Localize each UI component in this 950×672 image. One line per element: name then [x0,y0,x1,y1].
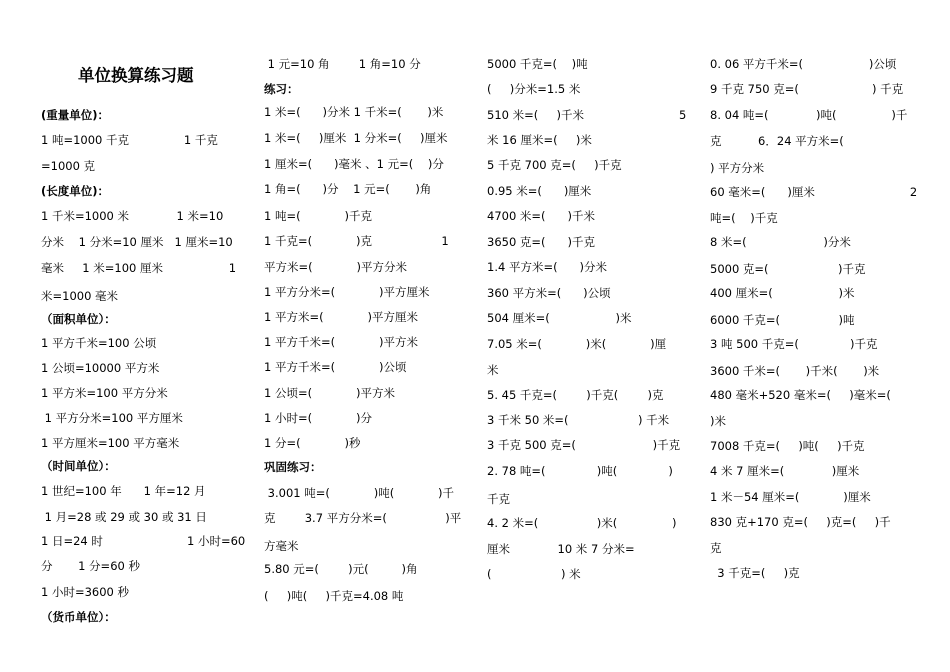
text-line: 8. 04 吨=( )吨( )千 [710,108,908,122]
text-line: 3600 千米=( )千米( )米 [710,364,880,378]
text-line: 米=1000 毫米 [41,289,119,303]
text-line: 1 小时=3600 秒 [41,585,130,599]
text-line: 1 平方厘米=100 平方毫米 [41,436,180,450]
text-line: ( )分米=1.5 米 [487,82,581,96]
text-line: 1 米－54 厘米=( )厘米 [710,490,871,504]
text-line: 1 吨=( )千克 [264,209,372,223]
text-line: 3 千米 50 米=( ) 千米 [487,413,670,427]
text-line: =1000 克 [41,159,96,173]
text-line: 1 厘米=( )毫米 、1 元=( )分 [264,157,444,171]
text-line: 60 毫米=( )厘米 2 [710,185,918,199]
text-line: 1 平方千米=100 公顷 [41,336,157,350]
text-line: 5000 千克=( )吨 [487,57,588,71]
text-line: 3650 克=( )千克 [487,235,595,249]
text-line: 5. 45 千克=( )千克( )克 [487,388,664,402]
text-line: 1 吨=1000 千克 1 千克 [41,133,218,147]
text-line: 4700 米=( )千米 [487,209,595,223]
text-line: 6000 千克=( )吨 [710,313,855,327]
text-line: 分 1 分=60 秒 [41,559,140,573]
text-line: 克 [710,541,722,555]
text-line: 米 16 厘米=( )米 [487,133,592,147]
text-line: 7008 千克=( )吨( )千克 [710,439,865,453]
text-line: 1 米=( )分米 1 千米=( )米 [264,105,444,119]
text-line: 5.80 元=( )元( )角 [264,562,418,576]
text-line: 1 千米=1000 米 1 米=10 [41,209,224,223]
text-line: 3.001 吨=( )吨( )千 [264,486,455,500]
text-line: 8 米=( )分米 [710,235,851,249]
text-line: 7.05 米=( )米( )厘 [487,337,667,351]
section-heading: (重量单位)： [41,108,110,122]
text-line: 0. 06 平方千米=( )公顷 [710,57,897,71]
text-line: 1 日=24 时 1 小时=60 [41,534,246,548]
text-line: 4 米 7 厘米=( )厘米 [710,464,860,478]
text-line: 830 克+170 克=( )克=( )千 [710,515,891,529]
text-line: 毫米 1 米=100 厘米 1 [41,261,237,275]
text-line: 480 毫米+520 毫米=( )毫米=( [710,388,891,402]
text-line: 1 小时=( )分 [264,411,372,425]
text-line: 1 平方千米=( )公顷 [264,360,407,374]
text-line: 1 世纪=100 年 1 年=12 月 [41,484,206,498]
text-line: 0.95 米=( )厘米 [487,184,592,198]
text-line: 2. 78 吨=( )吨( ) [487,464,673,478]
text-line: 1 月=28 或 29 或 30 或 31 日 [41,510,207,524]
text-line: 504 厘米=( )米 [487,311,632,325]
text-line: 米 [487,363,499,377]
text-line: 1 平方千米=( )平方米 [264,335,418,349]
text-line: 千克 [487,492,510,506]
page-title: 单位换算练习题 [78,66,194,85]
text-line: 克 6．24 平方米=( [710,134,844,148]
section-heading: （时间单位）： [41,459,116,473]
text-line: 510 米=( )千米 5 [487,108,687,122]
text-line: ( )吨( )千克=4.08 吨 [264,589,404,603]
section-heading: （面积单位）： [41,312,116,326]
text-line: 平方米=( )平方分米 [264,260,407,274]
section-heading: 巩固练习： [264,460,322,474]
text-line: 1 平方分米=( )平方厘米 [264,285,430,299]
text-line: 4. 2 米=( )米( ) [487,516,677,530]
text-line: 1 公顷=( )平方米 [264,386,395,400]
section-heading: 练习： [264,82,299,96]
text-line: 400 厘米=( )米 [710,286,855,300]
text-line: ( ) 米 [487,567,581,581]
text-line: 克 3.7 平方分米=( )平 [264,511,462,525]
text-line: 1 米=( )厘米 1 分米=( )厘米 [264,131,448,145]
text-line: 分米 1 分米=10 厘米 1 厘米=10 [41,235,233,249]
text-line: 1.4 平方米=( )分米 [487,260,607,274]
text-line: 1 平方米=100 平方分米 [41,386,168,400]
text-line: ) 平方分米 [710,161,765,175]
text-line: 1 千克=( )克 1 [264,234,449,248]
text-line: 9 千克 750 克=( ) 千克 [710,82,904,96]
text-line: 1 分=( )秒 [264,436,361,450]
text-line: 1 平方分米=100 平方厘米 [41,411,183,425]
text-line: 5 千克 700 克=( )千克 [487,158,622,172]
text-line: 3 千克=( )克 [710,566,800,580]
text-line: 1 角=( )分 1 元=( )角 [264,182,432,196]
section-heading: （货币单位）： [41,610,116,624]
text-line: )米 [710,414,726,428]
text-line: 吨=( )千克 [710,211,778,225]
text-line: 1 元=10 角 1 角=10 分 [264,57,421,71]
text-line: 厘米 10 米 7 分米= [487,542,635,556]
text-line: 1 公顷=10000 平方米 [41,361,160,375]
text-line: 1 平方米=( )平方厘米 [264,310,418,324]
section-heading: (长度单位)： [41,184,110,198]
text-line: 3 吨 500 千克=( )千克 [710,337,878,351]
text-line: 360 平方米=( )公顷 [487,286,611,300]
text-line: 方毫米 [264,539,299,553]
text-line: 5000 克=( )千克 [710,262,866,276]
text-line: 3 千克 500 克=( )千克 [487,438,681,452]
